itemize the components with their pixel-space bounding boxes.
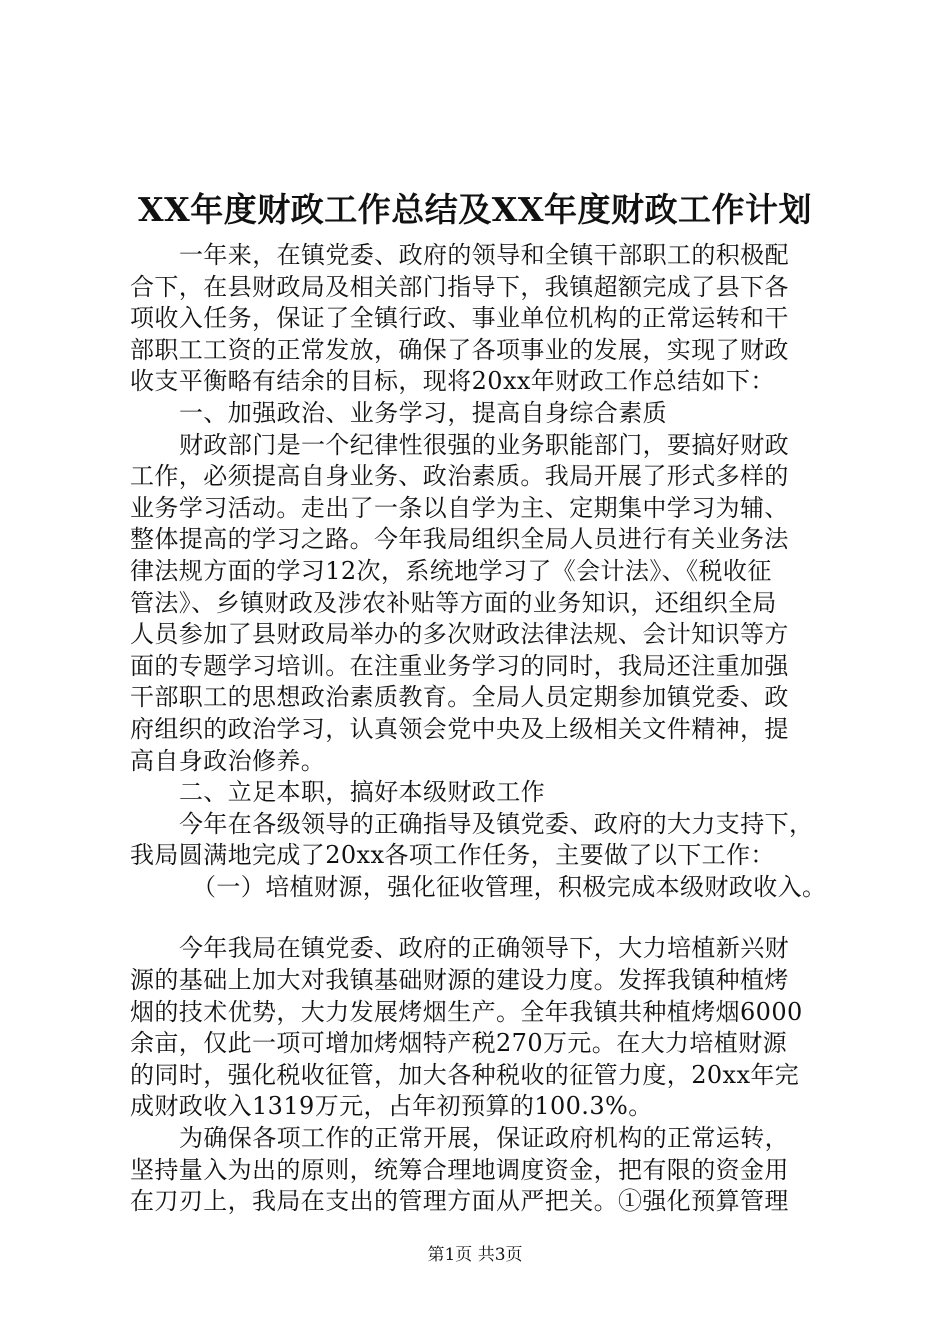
- text-line: 余亩，仅此一项可增加烤烟特产税270万元。在大力培植财源: [130, 1029, 788, 1058]
- text-line: 今年在各级领导的正确指导及镇党委、政府的大力支持下，: [179, 809, 814, 838]
- text-line: 一年来，在镇党委、政府的领导和全镇干部职工的积极配: [179, 241, 789, 269]
- text-line: 源的基础上加大对我镇基础财源的建设力度。发挥我镇种植烤: [130, 966, 789, 995]
- text-line: 人员参加了县财政局举办的多次财政法律法规、会计知识等方: [130, 620, 789, 649]
- text-line: 工作，必须提高自身业务、政治素质。我局开展了形式多样的: [130, 462, 789, 491]
- text-line: 整体提高的学习之路。今年我局组织全局人员进行有关业务法: [130, 525, 789, 554]
- text-line: 合下，在县财政局及相关部门指导下，我镇超额完成了县下各: [130, 272, 789, 301]
- text-line: 的同时，强化税收征管，加大各种税收的征管力度，20xx年完: [130, 1060, 800, 1089]
- section-heading: 二、立足本职，搞好本级财政工作: [179, 778, 545, 807]
- text-line: 收支平衡略有结余的目标，现将20xx年财政工作总结如下：: [130, 367, 775, 396]
- text-line: 府组织的政治学习，认真领会党中央及上级相关文件精神，提: [130, 714, 789, 743]
- page-footer: 第1页 共3页: [427, 1245, 523, 1265]
- text-line: 我局圆满地完成了20xx各项工作任务，主要做了以下工作：: [130, 841, 775, 870]
- text-line: 为确保各项工作的正常开展，保证政府机构的正常运转，: [179, 1124, 789, 1153]
- document-title: XX年度财政工作总结及XX年度财政工作计划: [138, 190, 812, 229]
- text-line: 业务学习活动。走出了一条以自学为主、定期集中学习为辅、: [130, 493, 789, 522]
- text-line: 律法规方面的学习12次，系统地学习了《会计法》、《税收征: [130, 556, 772, 585]
- paragraph-gap: [130, 903, 850, 933]
- text-line: 今年我局在镇党委、政府的正确领导下，大力培植新兴财: [179, 934, 789, 963]
- text-line: 面的专题学习培训。在注重业务学习的同时，我局还注重加强: [130, 651, 789, 680]
- text-line: 财政部门是一个纪律性很强的业务职能部门，要搞好财政: [179, 430, 789, 459]
- text-line: 项收入任务，保证了全镇行政、事业单位机构的正常运转和干: [130, 304, 789, 333]
- section-heading: 一、加强政治、业务学习，提高自身综合素质: [179, 398, 667, 427]
- text-line: 坚持量入为出的原则，统筹合理地调度资金，把有限的资金用: [130, 1155, 789, 1184]
- text-line: 在刀刃上，我局在支出的管理方面从严把关。①强化预算管理: [130, 1187, 789, 1216]
- text-line: 高自身政治修养。: [130, 746, 326, 775]
- text-line: 管法》、乡镇财政及涉农补贴等方面的业务知识，还组织全局: [130, 588, 777, 617]
- subsection-heading: （一）培植财源，强化征收管理，积极完成本级财政收入。: [192, 872, 827, 901]
- document-body: [130, 240, 850, 1218]
- text-line: 部职工工资的正常发放，确保了各项事业的发展，实现了财政: [130, 335, 789, 364]
- text-line: 干部职工的思想政治素质教育。全局人员定期参加镇党委、政: [130, 683, 789, 712]
- text-line: 烟的技术优势，大力发展烤烟生产。全年我镇共种植烤烟6000: [130, 997, 803, 1026]
- text-line: 成财政收入1319万元，占年初预算的100.3%。: [130, 1092, 653, 1121]
